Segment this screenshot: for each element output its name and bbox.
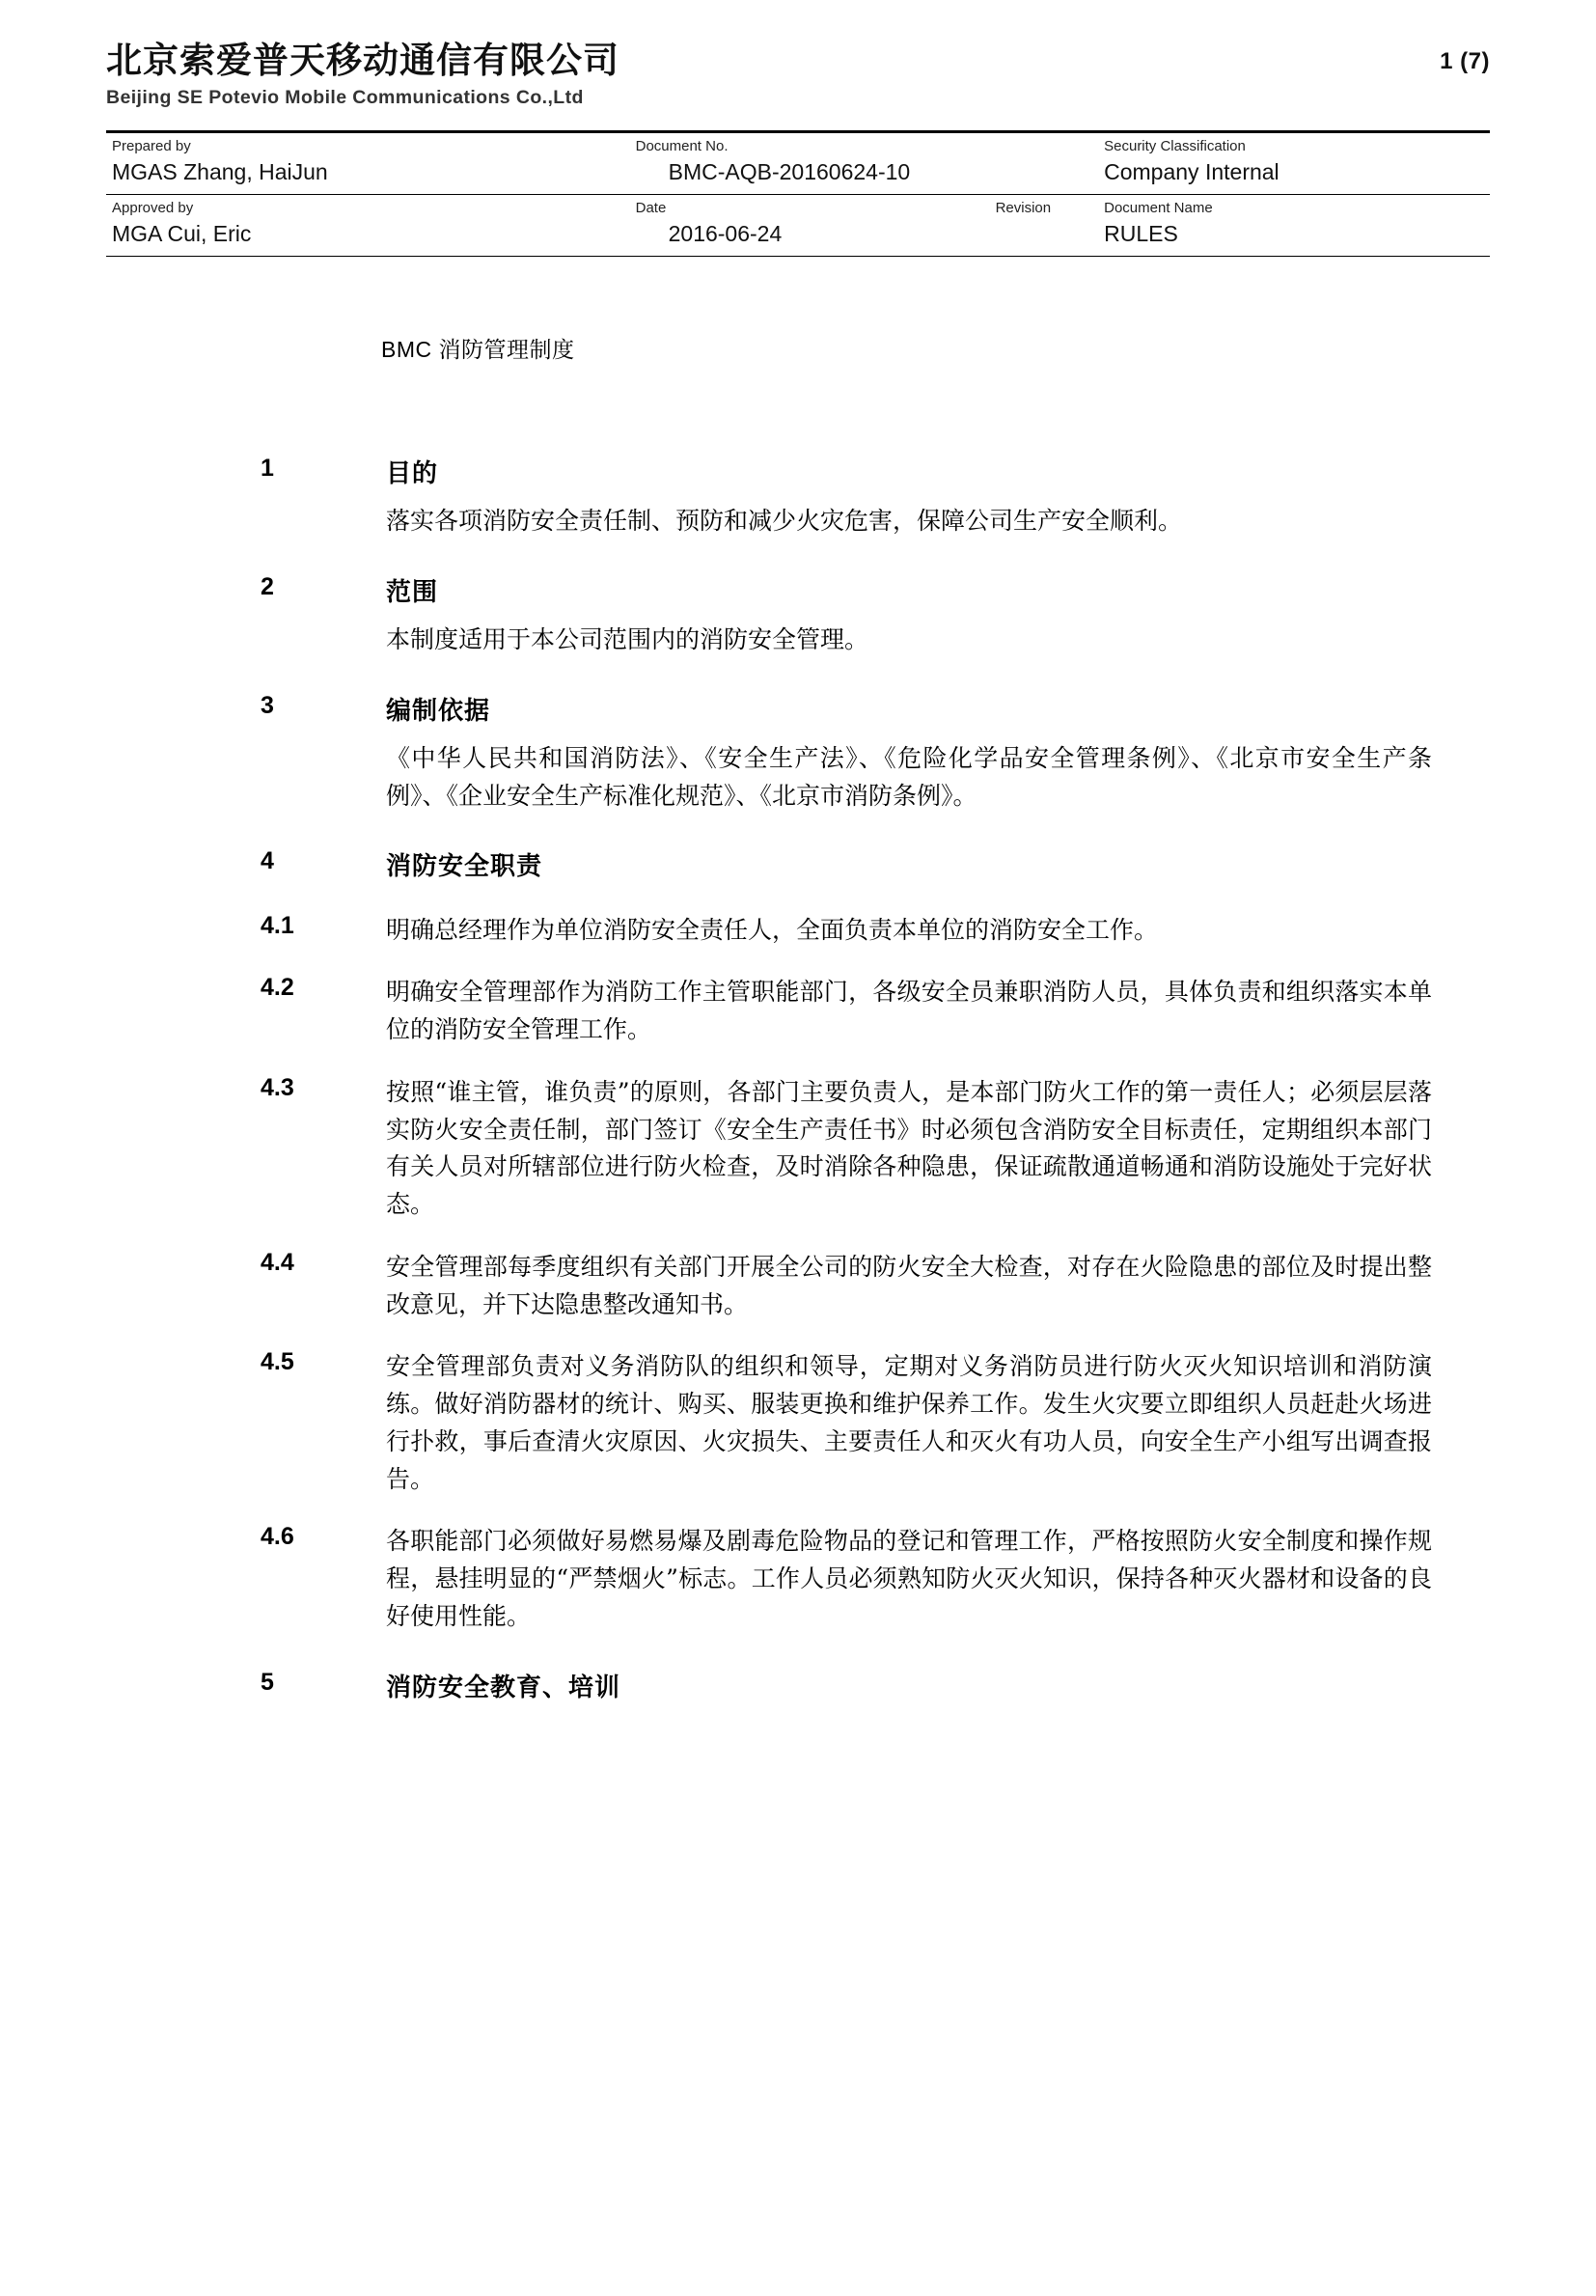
section-text: 《中华人民共和国消防法》、《安全生产法》、《危险化学品安全管理条例》、《北京市安全生产条例》、《企业安全生产标准化规范》、《北京市消防条例》。 [386, 743, 1432, 810]
page-number: 1 (7) [1440, 48, 1490, 74]
subsection-4-4 [106, 1249, 1490, 1324]
section-text: 本制度适用于本公司范围内的消防安全管理。 [386, 624, 869, 653]
section-heading-5 [106, 1669, 1490, 1707]
meta-cell-document-no [636, 133, 1105, 194]
section-heading-3 [106, 692, 1490, 731]
revision-label: Revision [995, 199, 1052, 216]
approved-by-label: Approved by [112, 199, 194, 216]
section-number: 1 [261, 454, 274, 482]
prepared-by-label: Prepared by [112, 138, 191, 155]
subsection-text: 按照“谁主管，谁负责”的原则，各部门主要负责人，是本部门防火工作的第一责任人；必须层层落实防火安全责任制，部门签订《安全生产责任书》时必须包含消防安全目标责任，定期组织本部门有关人员对所辖部位进行防火检查，及时消除各种隐患，保证疏散通道畅通和消防设施处于完好状态。 [386, 1077, 1432, 1219]
subsection-4-5 [106, 1348, 1490, 1498]
section-title: 范围 [386, 577, 439, 607]
section-title: 消防安全教育、培训 [386, 1673, 621, 1702]
section-number: 5 [261, 1668, 274, 1696]
document-body [106, 364, 1490, 1707]
subsection-text: 明确安全管理部作为消防工作主管职能部门，各级安全员兼职消防人员，具体负责和组织落实本单位的消防安全管理工作。 [386, 978, 1432, 1044]
meta-cell-date [636, 194, 1105, 255]
section-title: 目的 [386, 458, 439, 488]
section-title: 编制依据 [386, 696, 491, 726]
document-meta-table [106, 133, 1490, 255]
subsection-4-6 [106, 1523, 1490, 1635]
section-heading-1 [106, 455, 1490, 493]
company-identity [106, 39, 1490, 124]
section-paragraph-2 [106, 622, 1490, 659]
security-classification-label: Security Classification [1104, 138, 1246, 155]
header-divider-thin [106, 256, 1490, 257]
document-title-prefix: BMC [381, 336, 439, 362]
section-paragraph-3 [106, 740, 1490, 816]
meta-cell-approved-by [106, 194, 636, 255]
subsection-number: 4.4 [261, 1248, 294, 1276]
prepared-by-value: MGAS Zhang, HaiJun [112, 159, 328, 184]
document-name-label: Document Name [1104, 199, 1213, 216]
document-title [381, 332, 1596, 364]
subsection-4-3 [106, 1074, 1490, 1224]
document-page [0, 39, 1596, 2296]
table-row [106, 194, 1490, 255]
subsection-text: 安全管理部负责对义务消防队的组织和领导，定期对义务消防员进行防火灭火知识培训和消防演练。做好消防器材的统计、购买、服装更换和维护保养工作。发生火灾要立即组织人员赶赴火场进行扑救，事后查清火灾原因、火灾损失、主要责任人和灭火有功人员，向安全生产小组写出调查报告。 [386, 1352, 1432, 1493]
subsection-number: 4.3 [261, 1073, 294, 1101]
meta-cell-document-name [1104, 194, 1490, 255]
subsection-number: 4.5 [261, 1348, 294, 1376]
subsection-4-2 [106, 974, 1490, 1049]
section-heading-4 [106, 847, 1490, 886]
section-number: 4 [261, 847, 274, 875]
document-name-value: RULES [1104, 220, 1178, 246]
approved-by-value: MGA Cui, Eric [112, 220, 252, 246]
date-label: Date [635, 199, 667, 216]
section-heading-2 [106, 573, 1490, 612]
section-paragraph-1 [106, 503, 1490, 540]
meta-cell-prepared-by [106, 133, 636, 194]
subsection-number: 4.1 [261, 911, 294, 939]
subsection-text: 明确总经理作为单位消防安全责任人，全面负责本单位的消防安全工作。 [386, 915, 1159, 944]
document-no-value: BMC-AQB-20160624-10 [668, 159, 911, 184]
company-name-english: Beijing SE Potevio Mobile Communications Co.,Ltd [106, 87, 584, 109]
security-classification-value: Company Internal [1104, 159, 1280, 184]
section-number-spacer [106, 503, 261, 540]
date-revision-labels [636, 200, 1105, 218]
section-number-spacer [106, 622, 261, 659]
page-header [106, 39, 1490, 257]
company-name-chinese: 北京索爱普天移动通信有限公司 [106, 40, 619, 81]
subsection-text: 安全管理部每季度组织有关部门开展全公司的防火安全大检查，对存在火险隐患的部位及时提出整改意见，并下达隐患整改通知书。 [386, 1252, 1432, 1318]
section-text: 落实各项消防安全责任制、预防和减少火灾危害，保障公司生产安全顺利。 [386, 506, 1183, 535]
meta-cell-security [1104, 133, 1490, 194]
table-row [106, 133, 1490, 194]
section-number: 2 [261, 572, 274, 600]
subsection-4-1 [106, 912, 1490, 950]
subsection-number: 4.2 [261, 974, 294, 1002]
document-no-label: Document No. [635, 138, 729, 155]
section-title: 消防安全职责 [386, 852, 543, 882]
section-number: 3 [261, 691, 274, 719]
subsection-number: 4.6 [261, 1523, 294, 1551]
document-title-chinese: 消防管理制度 [438, 337, 575, 363]
subsection-text: 各职能部门必须做好易燃易爆及剧毒危险物品的登记和管理工作，严格按照防火安全制度和操作规程，悬挂明显的“严禁烟火”标志。工作人员必须熟知防火灭火知识，保持各种灭火器材和设备的良好使用性能。 [386, 1527, 1432, 1630]
date-value: 2016-06-24 [668, 220, 783, 246]
section-number-spacer [106, 740, 261, 816]
